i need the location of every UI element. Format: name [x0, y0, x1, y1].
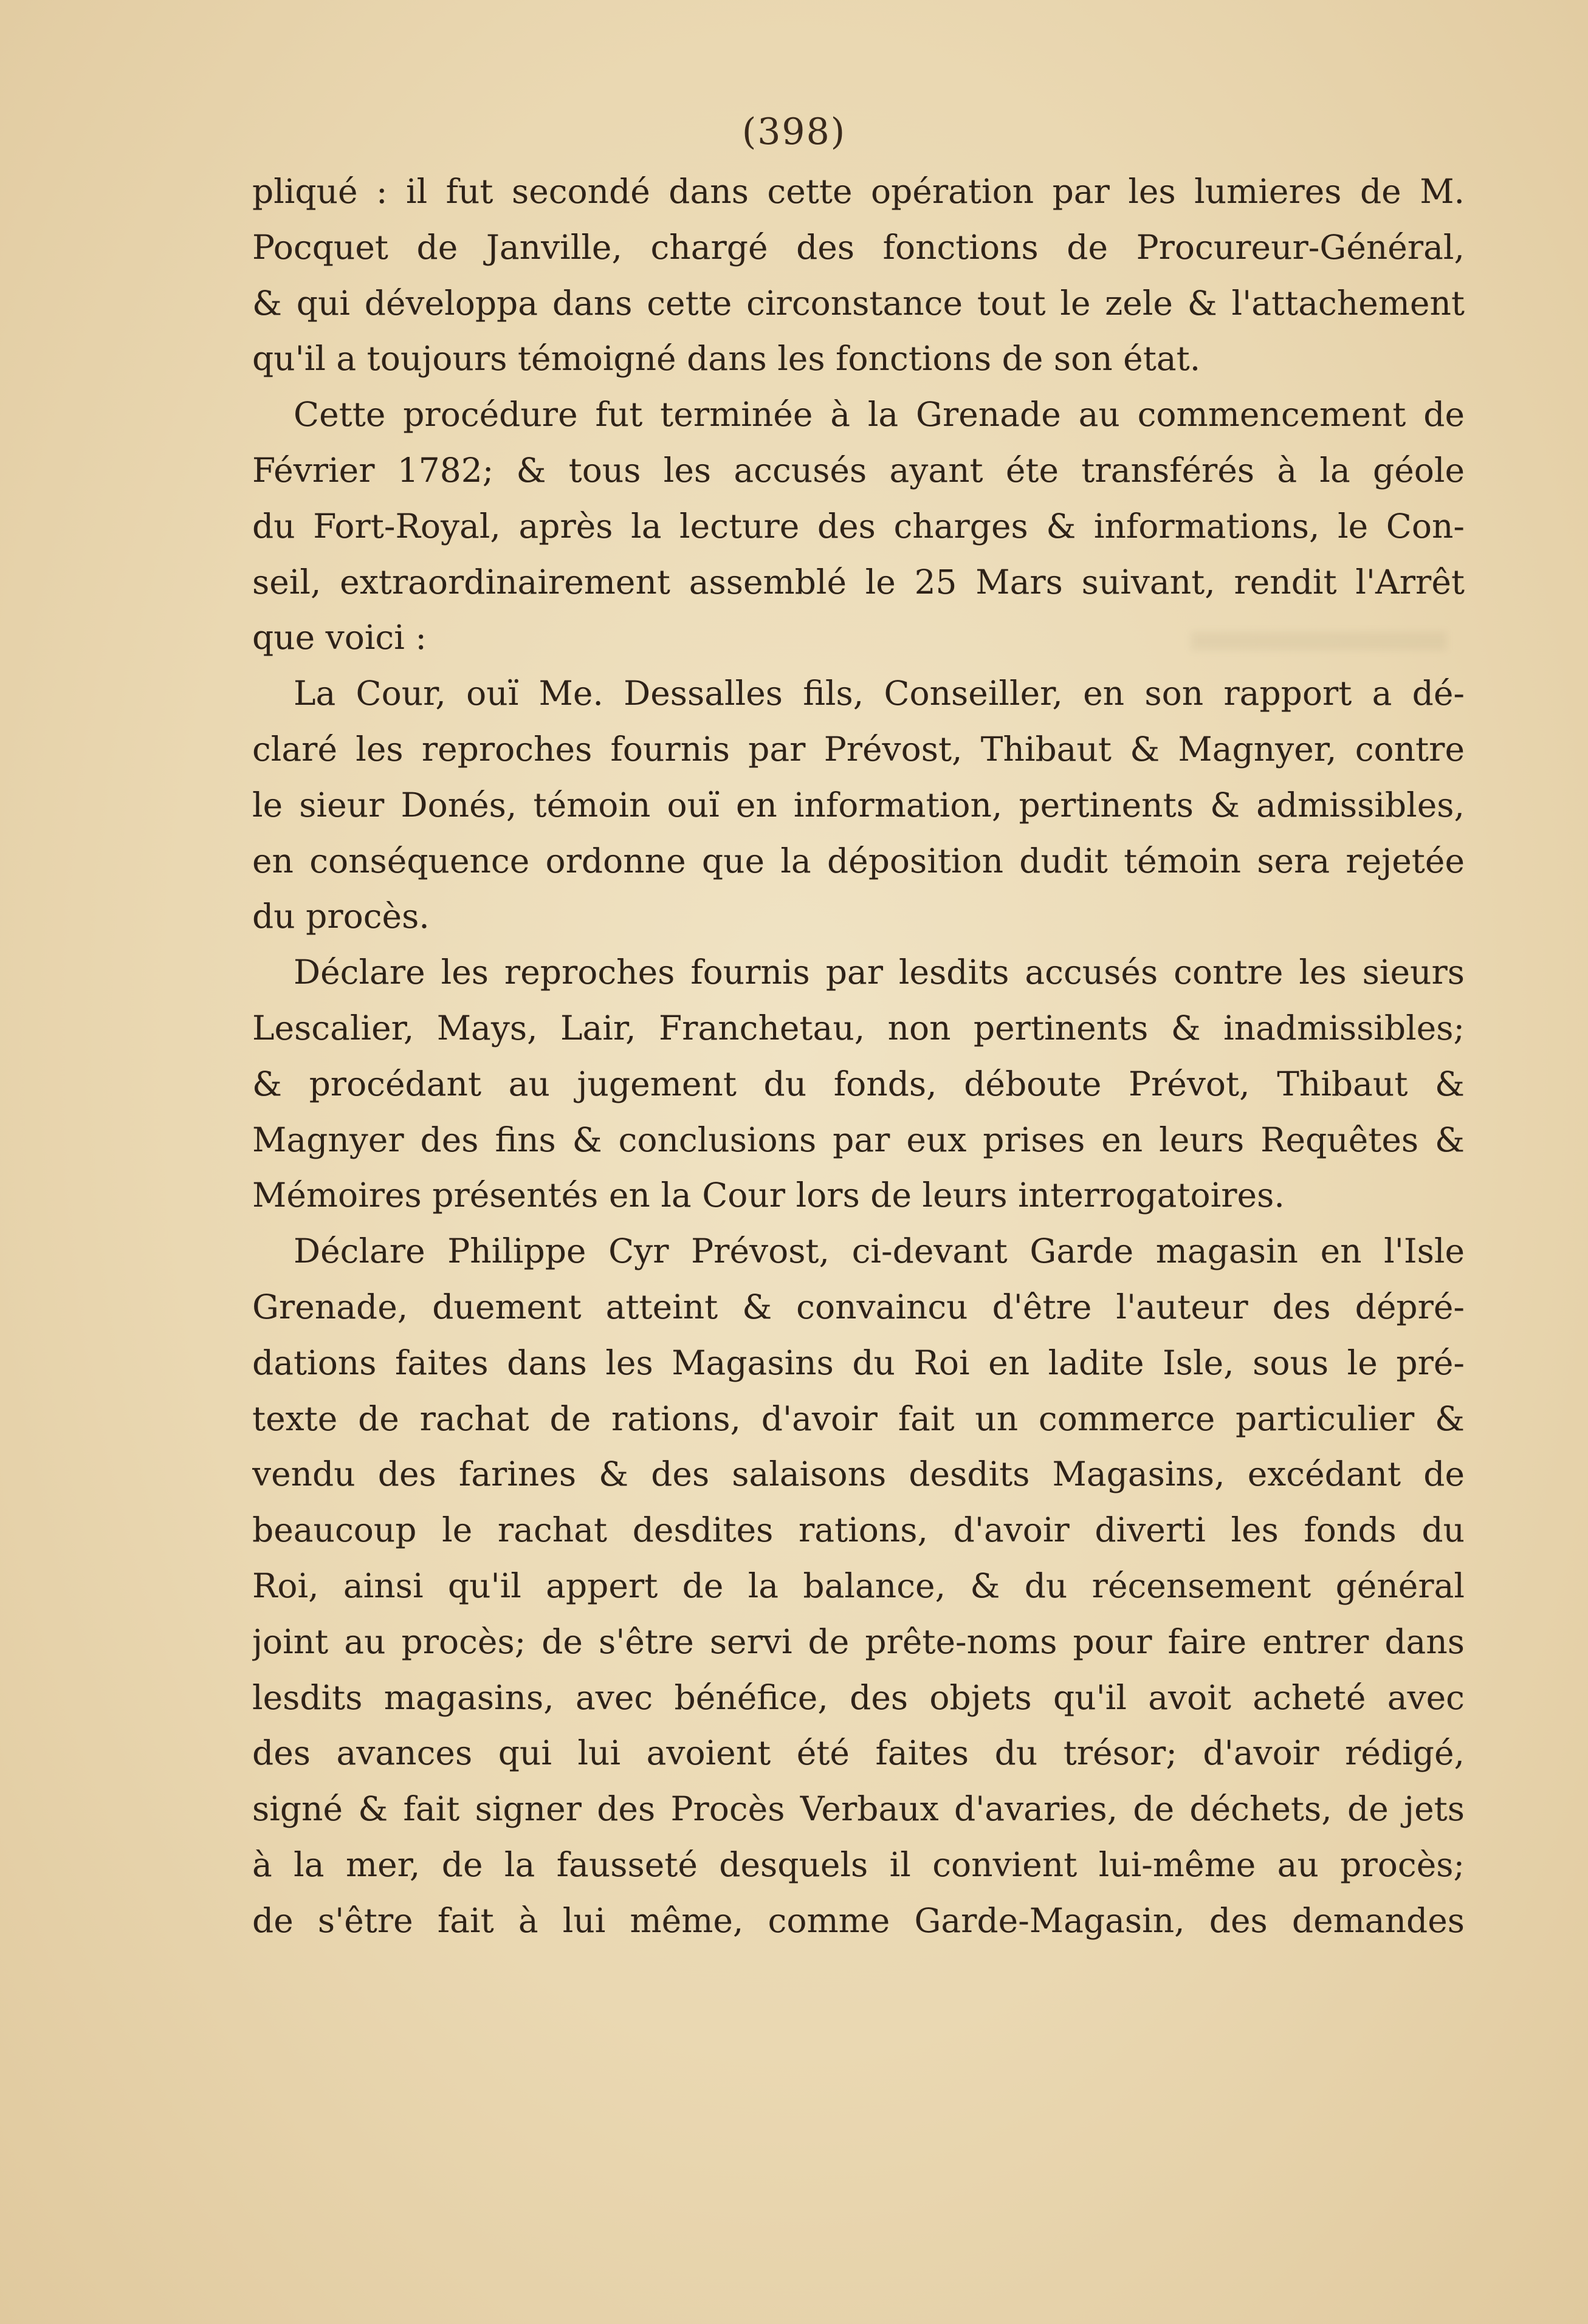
text-line: le sieur Donés, témoin ouï en information, pertinents & admissibles, [252, 785, 1465, 824]
text-line: Grenade, duement atteint & convaincu d'être l'auteur des dépré- [252, 1287, 1465, 1326]
text-line: vendu des farines & des salaisons desdits Magasins, excédant de [252, 1455, 1465, 1494]
text-line: de s'être fait à lui même, comme Garde-Magasin, des demandes [252, 1901, 1465, 1940]
text-line: texte de rachat de rations, d'avoir fait un commerce particulier & [252, 1399, 1465, 1438]
text-line: & qui développa dans cette circonstance tout le zele & l'attachement [252, 283, 1465, 323]
paragraph-start-line: Déclare les reproches fournis par lesdits accusés contre les sieurs [294, 953, 1465, 992]
text-line: que voici : [252, 618, 427, 657]
text-line: & procédant au jugement du fonds, déboute Prévot, Thibaut & [252, 1064, 1465, 1103]
text-line: Pocquet de Janville, chargé des fonctions de Procureur-Général, [252, 227, 1465, 267]
text-line: à la mer, de la fausseté desquels il convient lui-même au procès; [252, 1845, 1465, 1884]
show-through-stain [1191, 632, 1446, 650]
text-line: beaucoup le rachat desdites rations, d'avoir diverti les fonds du [252, 1510, 1465, 1550]
text-line: Mémoires présentés en la Cour lors de leurs interrogatoires. [252, 1176, 1285, 1215]
text-line: en conséquence ordonne que la déposition dudit témoin sera rejetée [252, 841, 1465, 880]
text-line: Février 1782; & tous les accusés ayant éte transférés à la géole [252, 450, 1465, 490]
page-number: (398) [741, 111, 847, 153]
text-line: signé & fait signer des Procès Verbaux d'avaries, de déchets, de jets [252, 1789, 1465, 1829]
text-line: Lescalier, Mays, Lair, Franchetau, non pertinents & inadmissibles; [252, 1008, 1465, 1047]
text-line: des avances qui lui avoient été faites du trésor; d'avoir rédigé, [252, 1733, 1465, 1773]
text-line: dations faites dans les Magasins du Roi en ladite Isle, sous le pré- [252, 1343, 1465, 1382]
text-line: du Fort-Royal, après la lecture des charges & informations, le Con- [252, 506, 1465, 546]
text-line: pliqué : il fut secondé dans cette opération par les lumieres de M. [252, 172, 1465, 211]
paragraph-start-line: La Cour, ouï Me. Dessalles fils, Conseiller, en son rapport a dé- [294, 674, 1465, 713]
text-line: Magnyer des fins & conclusions par eux prises en leurs Requêtes & [252, 1120, 1465, 1159]
body-text [252, 164, 1465, 1949]
text-line: du procès. [252, 897, 430, 936]
text-line: qu'il a toujours témoigné dans les fonctions de son état. [252, 339, 1201, 379]
text-line: Roi, ainsi qu'il appert de la balance, & du récensement général [252, 1566, 1465, 1605]
text-line: seil, extraordinairement assemblé le 25 Mars suivant, rendit l'Arrêt [252, 562, 1465, 602]
paragraph-start-line: Déclare Philippe Cyr Prévost, ci-devant Garde magasin en l'Isle [294, 1232, 1465, 1271]
text-line: lesdits magasins, avec bénéfice, des objets qu'il avoit acheté avec [252, 1678, 1465, 1717]
paragraph-start-line: Cette procédure fut terminée à la Grenade au commencement de [294, 395, 1465, 434]
text-line: claré les reproches fournis par Prévost, Thibaut & Magnyer, contre [252, 729, 1465, 769]
text-line: joint au procès; de s'être servi de prête-noms pour faire entrer dans [252, 1622, 1465, 1661]
